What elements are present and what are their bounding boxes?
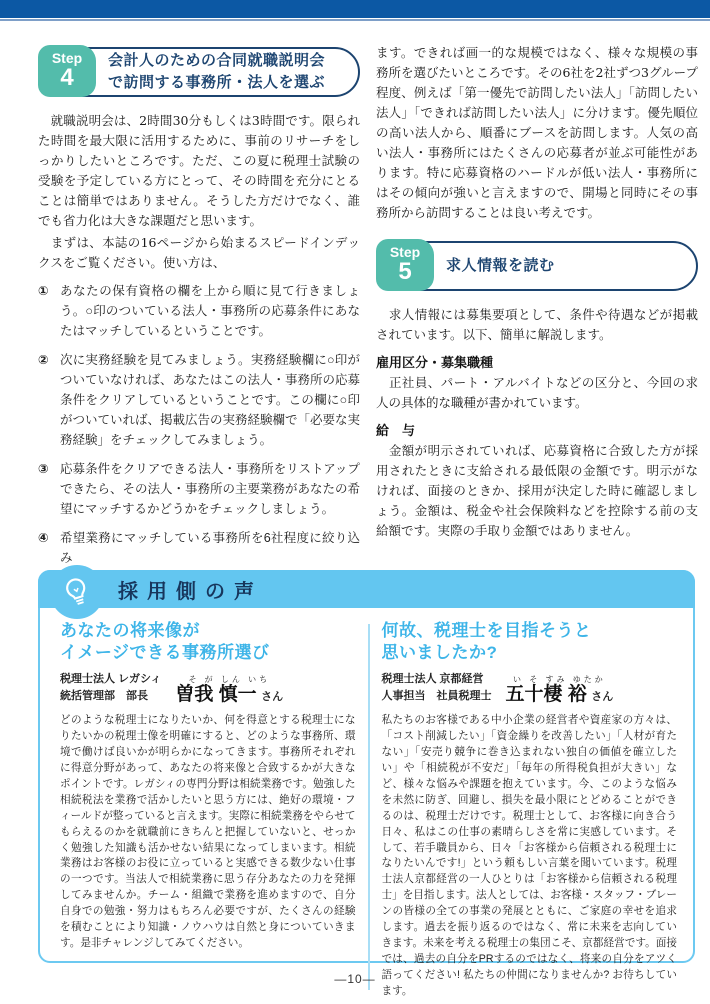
step4-paragraph-1: 就職説明会は、2時間30分もしくは3時間です。限られた時間を最大限に活用するために、事前のリサーチをしっかりしたいところです。ただ、この夏に税理士試験の受験を予定している方にとって、その時間を充分にとることは簡単ではありません。そうした方だけでなく、誰でも省力化は大きな課題だと思います。: [38, 113, 360, 228]
voice-article-body: 私たちのお客様である中小企業の経営者や資産家の方々は、「コスト削減したい」「資金繰りを改善したい」「人材が育たない」「安売り競争に巻き込まれない独自の価値を確立したい」や「相続税が不安だ」「毎年の所得税負担が大きい」など、様々な悩みや課題を抱えています。今、このような悩みを未然に防ぎ、回避し、損失を最小限にとどめることができるのは、税理士だけです。税理士として、お客様に向き合う日々、私はこの仕事の素晴らしさを常に実感しています。そして、若手職員から、日々「お客様から信頼される税理士になりたいんです!」という頼もしい言葉を聞いています。税理士法人京都経営の一人ひとりは「お客様から信頼される税理士」を目指します。法人としては、お客様・スタッフ・ブレーンの皆様の全ての事業の発展とともに、ご家庭の幸せを追求します。過去を振り返るのではなく、常に未来を志向していきます。未来を考える税理士の集団こそ、京都経営です。面接では、過去の自分をPRするのではなく、将来の自分をアツく語ってください! 私たちの仲間になりませんか? お待ちしています。: [381, 714, 677, 997]
voice-org-line2: 統括管理部 部長: [60, 690, 148, 703]
voices-divider: [368, 624, 370, 990]
voice-heading-line2: 思いましたか?: [381, 643, 498, 663]
step4-badge-label: Step: [51, 50, 83, 66]
step4-header: [38, 43, 360, 99]
employer-voices-header-band: [38, 570, 695, 608]
step5-intro-paragraph: 求人情報には募集要項として、条件や待遇などが掲載されています。以下、簡単に解説します。: [376, 307, 698, 342]
step5-subhead-employment: 雇用区分・募集職種: [376, 355, 494, 370]
lightbulb-icon: [50, 565, 104, 619]
voice-author-org: [60, 671, 161, 705]
voice-heading-line1: あなたの将来像が: [60, 621, 200, 640]
list-item: [38, 459, 360, 519]
list-item-number: ①: [38, 284, 49, 298]
voice-author-name: 五十棲 裕: [505, 684, 587, 706]
employer-voices-title: 採用側の声: [118, 580, 263, 603]
voice-org-line2: 人事担当 社員税理士: [381, 690, 492, 703]
page-number: —10—: [334, 972, 376, 986]
list-item-number: ②: [38, 353, 49, 367]
list-item-text: 応募条件をクリアできる法人・事務所をリストアップできたら、その法人・事務所の主要業務があなたの希望にマッチするかどうかをチェックしましょう。: [60, 462, 361, 516]
list-item-text: 次に実務経験を見てみましょう。実務経験欄に○印がついていなければ、あなたはこの法人・事務所の応募条件をクリアしているということです。この欄に○印がついていれば、掲載広告の実務経験欄で「必要な実務経験」をチェックしてみましょう。: [60, 353, 361, 447]
step4-numbered-list: [38, 281, 360, 568]
step4-badge-number: 4: [60, 64, 74, 91]
voice-org-line1: 税理士法人 レガシィ: [60, 673, 162, 686]
list-item: [38, 350, 360, 450]
step4-badge: [38, 45, 96, 97]
step4-continuation-paragraph: ます。できれば画一的な規模ではなく、様々な規模の事務所を選びたいところです。その6社を2社ずつ3グループ程度、例えば「第一優先で訪問したい法人」「訪問したい法人」「できれば訪問したい法人」に分けます。優先順位の高い法人から、順番にブースを訪問します。人気の高い法人・事務所にはたくさんの応募者が並ぶ可能性があります。特に応募資格のハードルが低い法人・事務所にはその傾向が強いと言えますので、開場と同時にその事務所から訪問することは良い考えです。: [376, 45, 698, 220]
voice-author-furigana: そ が しん いち: [188, 675, 271, 685]
voice-author-honorific: さん: [591, 691, 614, 704]
top-section: [0, 21, 710, 577]
voice-author-org: [382, 671, 492, 705]
voice-author-furigana: い そ すみ ゆたか: [513, 675, 606, 685]
voice-org-line1: 税理士法人 京都経営: [381, 673, 484, 686]
right-column: [376, 43, 698, 577]
voice-author-name-block: [175, 676, 283, 705]
employer-voices-content: [40, 608, 693, 1000]
step4-paragraph-2: まずは、本誌の16ページから始まるスピードインデックスをご覧ください。使い方は、: [38, 235, 360, 270]
voice-author-meta: [382, 671, 678, 705]
voice-article-legacy: [60, 620, 356, 1000]
list-item: [38, 528, 360, 568]
step5-badge-label: Step: [389, 244, 421, 260]
list-item-number: ③: [38, 462, 49, 476]
voice-author-name: 曽我 慎一: [175, 684, 257, 706]
voice-author-honorific: さん: [261, 691, 284, 704]
left-column: [38, 43, 360, 577]
voice-heading-line2: イメージできる事務所選び: [60, 643, 270, 663]
list-item-number: ④: [38, 531, 49, 545]
step4-title-line2: で訪問する事務所・法人を選ぶ: [108, 74, 326, 91]
list-item: [38, 281, 360, 341]
voice-heading-line1: 何故、税理士を目指そうと: [381, 621, 592, 640]
step5-subhead-salary: 給 与: [376, 423, 416, 438]
list-item-text: あなたの保有資格の欄を上から順に見て行きましょう。○印のついている法人・事務所の応募条件にあなたはマッチしているということです。: [60, 284, 360, 338]
step5-badge: [376, 239, 434, 291]
voice-article-heading: [382, 620, 678, 664]
list-item-text: 希望業務にマッチしている事務所を6社程度に絞り込み: [60, 531, 360, 565]
step5-employment-body: 正社員、パート・アルバイトなどの区分と、今回の求人の具体的な職種が書かれています。: [376, 375, 698, 410]
step5-header: [376, 237, 698, 293]
step5-salary-body: 金額が明示されていれば、応募資格に合致した方が採用されたときに支給される最低限の金額です。明示がなければ、面接のときか、採用が決定した時に確認しましょう。金額は、税金や社会保険料などを控除する前の支給額です。実際の手取り金額ではありません。: [376, 443, 698, 538]
voice-author-name-block: [506, 676, 614, 705]
step4-title-line1: 会計人のための合同就職説明会: [108, 52, 326, 70]
voice-article-heading: [60, 620, 356, 664]
voice-article-kyoto: [382, 620, 678, 1000]
step5-badge-number: 5: [398, 258, 412, 285]
step5-title: 求人情報を読む: [446, 257, 555, 275]
voice-article-body: どのような税理士になりたいか、何を得意とする税理士になりたいかの税理士像を明確にすると、どのような事務所、環境で働けば良いかが明らかになってきます。事務所それぞれに得意分野があって、あなたの将来像と合致するかが大きなポイントです。レガシィの専門分野は相続業務です。勉強した相続税法を業務で活かしたいと思う方には、絶好の環境・フィールドが整っていると言えます。実際に相続業務をやらせてもらえるのかを就職前にきちんと把握していないと、せっかく勉強した知識も活かせない結果になってしまいます。相続業務はお客様のお役に立っていると実感できる数少ない仕事の一つです。当法人で相続業務に思う存分あなたの力を発揮してみませんか。チーム・組織で業務を進めますので、自分自身での勉強・努力はもちろん必要ですが、たくさんの経験を積むことにより知識・ノウハウは自然と身についていきます。是非チャレンジしてみてください。: [60, 714, 356, 949]
page-top-band: [0, 0, 710, 18]
voice-author-meta: [60, 671, 356, 705]
